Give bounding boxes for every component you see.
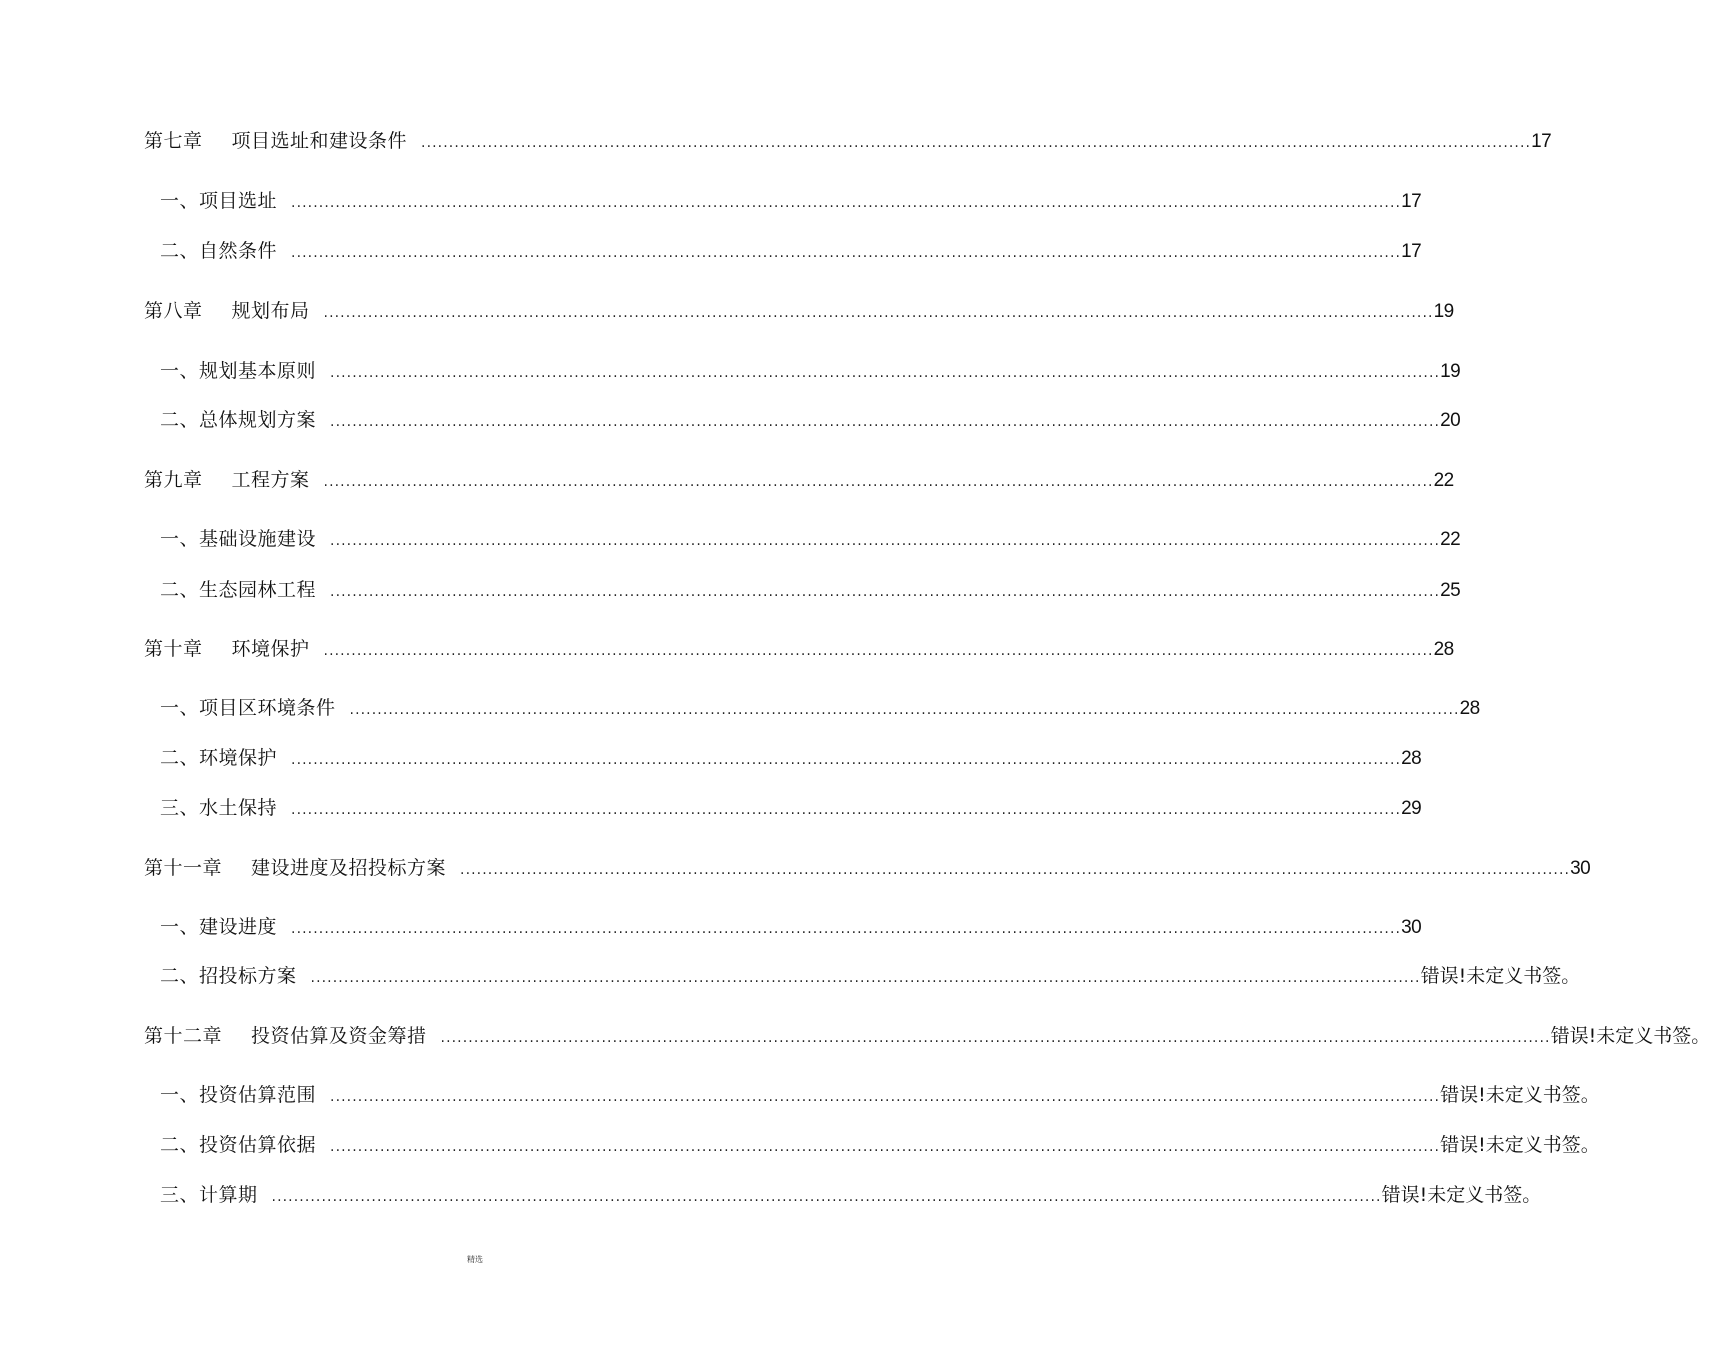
toc-entry-section[interactable] [160,693,1480,723]
toc-entry-number: 第七章 [144,130,203,152]
toc-entry-title: 环境保护 [231,638,310,660]
toc-entry-label [144,126,407,156]
toc-leader-dots: ........................................................................................................................................................................................................ [291,195,1402,211]
toc-entry-page: 17 [1401,191,1422,212]
toc-entry-label [160,793,277,823]
toc-entry-section[interactable] [160,912,1422,942]
toc-entry-section[interactable] [160,743,1422,773]
toc-entry-label [160,236,277,266]
toc-entry-page: 20 [1440,410,1461,431]
toc-entry-section[interactable] [160,405,1461,435]
toc-entry-title: 项目选址 [199,190,278,212]
toc-leader-dots: ........................................................................................................................................................................................................ [330,1139,1441,1155]
toc-entry-page: 29 [1401,798,1422,819]
toc-entry-section[interactable] [160,524,1461,554]
toc-entry-title: 投资估算依据 [199,1134,317,1156]
toc-entry-page-error: 错误!未定义书签。 [1550,1025,1710,1047]
toc-entry-number: 第十一章 [144,857,223,879]
toc-entry-number: 一、 [160,697,200,719]
toc-entry-page: 22 [1433,470,1454,491]
toc-leader-dots: ........................................................................................................................................................................................................ [323,474,1434,490]
toc-entry-page: 30 [1401,917,1422,938]
toc-leader-dots: ........................................................................................................................................................................................................ [330,1089,1441,1105]
toc-leader-dots: ........................................................................................................................................................................................................ [349,702,1460,718]
toc-entry-label [144,296,310,326]
toc-entry-number: 第八章 [144,300,203,322]
toc-entry-title: 投资估算及资金筹措 [251,1025,427,1047]
toc-entry-number: 二、 [160,747,200,769]
toc-entry-label [160,1080,316,1110]
toc-leader-dots: ........................................................................................................................................................................................................ [440,1030,1551,1046]
toc-entry-chapter-11[interactable] [144,853,1591,883]
toc-entry-title: 招投标方案 [199,965,297,987]
toc-entry-label [160,356,316,386]
toc-entry-label [160,961,297,991]
toc-leader-dots: ........................................................................................................................................................................................................ [291,921,1402,937]
toc-entry-page: 28 [1433,639,1454,660]
toc-entry-section[interactable] [160,1130,1600,1160]
toc-leader-dots: ........................................................................................................................................................................................................ [323,643,1434,659]
toc-entry-number: 二、 [160,579,200,601]
toc-entry-page: 30 [1570,858,1591,879]
toc-entry-label [160,1130,316,1160]
toc-entry-number: 一、 [160,360,200,382]
toc-entry-title: 投资估算范围 [199,1084,317,1106]
toc-entry-title: 工程方案 [231,469,310,491]
toc-entry-page-error: 错误!未定义书签。 [1440,1134,1600,1156]
toc-entry-title: 环境保护 [199,747,278,769]
toc-entry-number: 一、 [160,190,200,212]
toc-leader-dots: ........................................................................................................................................................................................................ [271,1189,1382,1205]
toc-entry-chapter-10[interactable] [144,634,1454,664]
toc-entry-section[interactable] [160,1080,1600,1110]
toc-entry-label [144,1021,427,1051]
toc-entry-number: 二、 [160,409,200,431]
toc-entry-section[interactable] [160,961,1581,991]
toc-entry-page: 28 [1459,698,1480,719]
toc-entry-title: 计算期 [199,1184,258,1206]
toc-entry-label [160,575,316,605]
toc-entry-page: 22 [1440,529,1461,550]
toc-entry-section[interactable] [160,1180,1542,1210]
toc-entry-page: 19 [1440,361,1461,382]
toc-entry-number: 二、 [160,240,200,262]
toc-entry-chapter-8[interactable] [144,296,1454,326]
toc-entry-chapter-9[interactable] [144,465,1454,495]
toc-entry-number: 第十二章 [144,1025,223,1047]
toc-entry-number: 三、 [160,1184,200,1206]
toc-entry-chapter-7[interactable] [144,126,1552,156]
toc-entry-title: 规划基本原则 [199,360,317,382]
toc-leader-dots: ........................................................................................................................................................................................................ [323,305,1434,321]
toc-entry-title: 水土保持 [199,797,278,819]
toc-entry-title: 自然条件 [199,240,278,262]
page-footer: 精选 [467,1255,483,1264]
toc-entry-title: 项目区环境条件 [199,697,336,719]
toc-entry-chapter-12[interactable] [144,1021,1710,1051]
toc-entry-section[interactable] [160,186,1422,216]
toc-entry-number: 二、 [160,1134,200,1156]
toc-entry-page-error: 错误!未定义书签。 [1440,1084,1600,1106]
toc-entry-title: 建设进度 [199,916,278,938]
toc-entry-page: 17 [1401,241,1422,262]
toc-entry-label [160,693,336,723]
toc-entry-number: 二、 [160,965,200,987]
toc-leader-dots: ........................................................................................................................................................................................................ [460,862,1571,878]
toc-entry-section[interactable] [160,793,1422,823]
toc-entry-number: 第九章 [144,469,203,491]
toc-leader-dots: ........................................................................................................................................................................................................ [330,533,1441,549]
toc-leader-dots: ........................................................................................................................................................................................................ [291,752,1402,768]
toc-leader-dots: ........................................................................................................................................................................................................ [291,245,1402,261]
toc-entry-page: 19 [1433,301,1454,322]
toc-leader-dots: ........................................................................................................................................................................................................ [421,135,1532,151]
toc-entry-page-error: 错误!未定义书签。 [1381,1184,1542,1206]
toc-entry-number: 一、 [160,916,200,938]
toc-entry-label [160,405,316,435]
toc-entry-section[interactable] [160,356,1461,386]
toc-entry-label [144,465,310,495]
toc-leader-dots: ........................................................................................................................................................................................................ [330,365,1441,381]
toc-entry-number: 一、 [160,1084,200,1106]
toc-entry-page: 28 [1401,748,1422,769]
toc-entry-title: 规划布局 [231,300,310,322]
toc-entry-title: 总体规划方案 [199,409,317,431]
toc-entry-label [160,743,277,773]
toc-entry-number: 一、 [160,528,200,550]
toc-entry-title: 项目选址和建设条件 [231,130,408,152]
toc-entry-label [144,853,446,883]
toc-entry-label [160,1180,258,1210]
toc-entry-section[interactable] [160,236,1422,266]
toc-entry-label [144,634,310,664]
toc-entry-title: 生态园林工程 [199,579,317,601]
toc-entry-number: 第十章 [144,638,203,660]
toc-entry-page: 17 [1531,131,1552,152]
toc-entry-title: 基础设施建设 [199,528,317,550]
toc-leader-dots: ........................................................................................................................................................................................................ [291,802,1402,818]
toc-entry-title: 建设进度及招投标方案 [251,857,447,879]
toc-leader-dots: ........................................................................................................................................................................................................ [330,414,1441,430]
toc-entry-label [160,186,277,216]
toc-entry-section[interactable] [160,575,1461,605]
toc-leader-dots: ........................................................................................................................................................................................................ [310,970,1421,986]
toc-entry-page: 25 [1440,580,1461,601]
toc-leader-dots: ........................................................................................................................................................................................................ [330,584,1441,600]
toc-entry-number: 三、 [160,797,200,819]
toc-entry-label [160,912,277,942]
toc-entry-label [160,524,316,554]
toc-entry-page-error: 错误!未定义书签。 [1420,965,1581,987]
